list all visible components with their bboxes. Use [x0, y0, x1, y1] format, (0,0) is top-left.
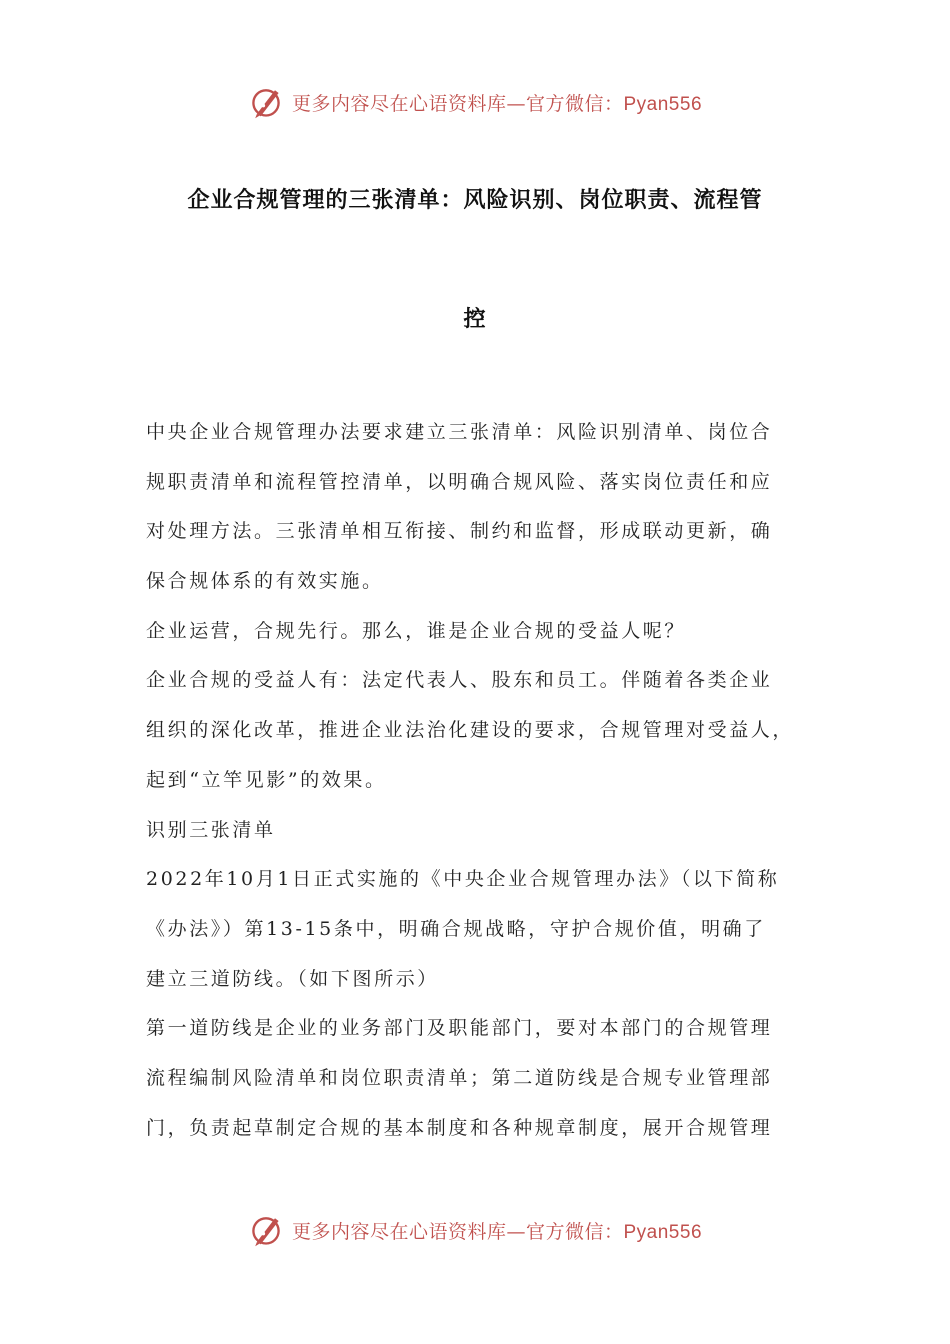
watermark-text: 更多内容尽在心语资料库—官方微信：Pyan556: [291, 92, 703, 115]
text-line: 企业合规的受益人有：法定代表人、股东和员工。伴随着各类企业: [146, 669, 773, 692]
text-line: 建立三道防线。（如下图所示）: [146, 967, 439, 990]
body-text: [146, 414, 826, 1159]
text-line: 保合规体系的有效实施。: [146, 570, 384, 593]
text-line: 企业运营，合规先行。那么，谁是企业合规的受益人呢？: [146, 619, 687, 642]
text-line: 中央企业合规管理办法要求建立三张清单：风险识别清单、岗位合: [146, 421, 773, 443]
text-line: 对处理方法。三张清单相互衔接、制约和监督，形成联动更新，确: [146, 520, 773, 543]
text-line: 规职责清单和流程管控清单，以明确合规风险、落实岗位责任和应: [146, 470, 773, 493]
document-title-line2: 控: [463, 307, 487, 332]
pen-logo-icon: [248, 1212, 284, 1248]
section-heading: 识别三张清单: [146, 818, 276, 841]
text-line: 起到“立竿见影”的效果。: [146, 768, 387, 791]
text-line: 第一道防线是企业的业务部门及职能部门，要对本部门的合规管理: [146, 1017, 773, 1040]
watermark-text: 更多内容尽在心语资料库—官方微信：Pyan556: [291, 1220, 703, 1243]
text-line: 组织的深化改革，推进企业法治化建设的要求，合规管理对受益人，: [146, 719, 795, 742]
text-line: 门，负责起草制定合规的基本制度和各种规章制度，展开合规管理: [146, 1116, 773, 1139]
text-line: 流程编制风险清单和岗位职责清单；第二道防线是合规专业管理部: [146, 1066, 773, 1089]
text-line: 2022年10月1日正式实施的《中央企业合规管理办法》（以下简称: [146, 868, 780, 891]
document-title-line1: 企业合规管理的三张清单：风险识别、岗位职责、流程管: [187, 188, 763, 213]
pen-logo-icon: [248, 84, 284, 120]
text-line: 《办法》）第13-15条中，明确合规战略，守护合规价值，明确了: [146, 917, 766, 940]
footer-watermark: [0, 1210, 950, 1250]
header-watermark: [0, 82, 950, 122]
